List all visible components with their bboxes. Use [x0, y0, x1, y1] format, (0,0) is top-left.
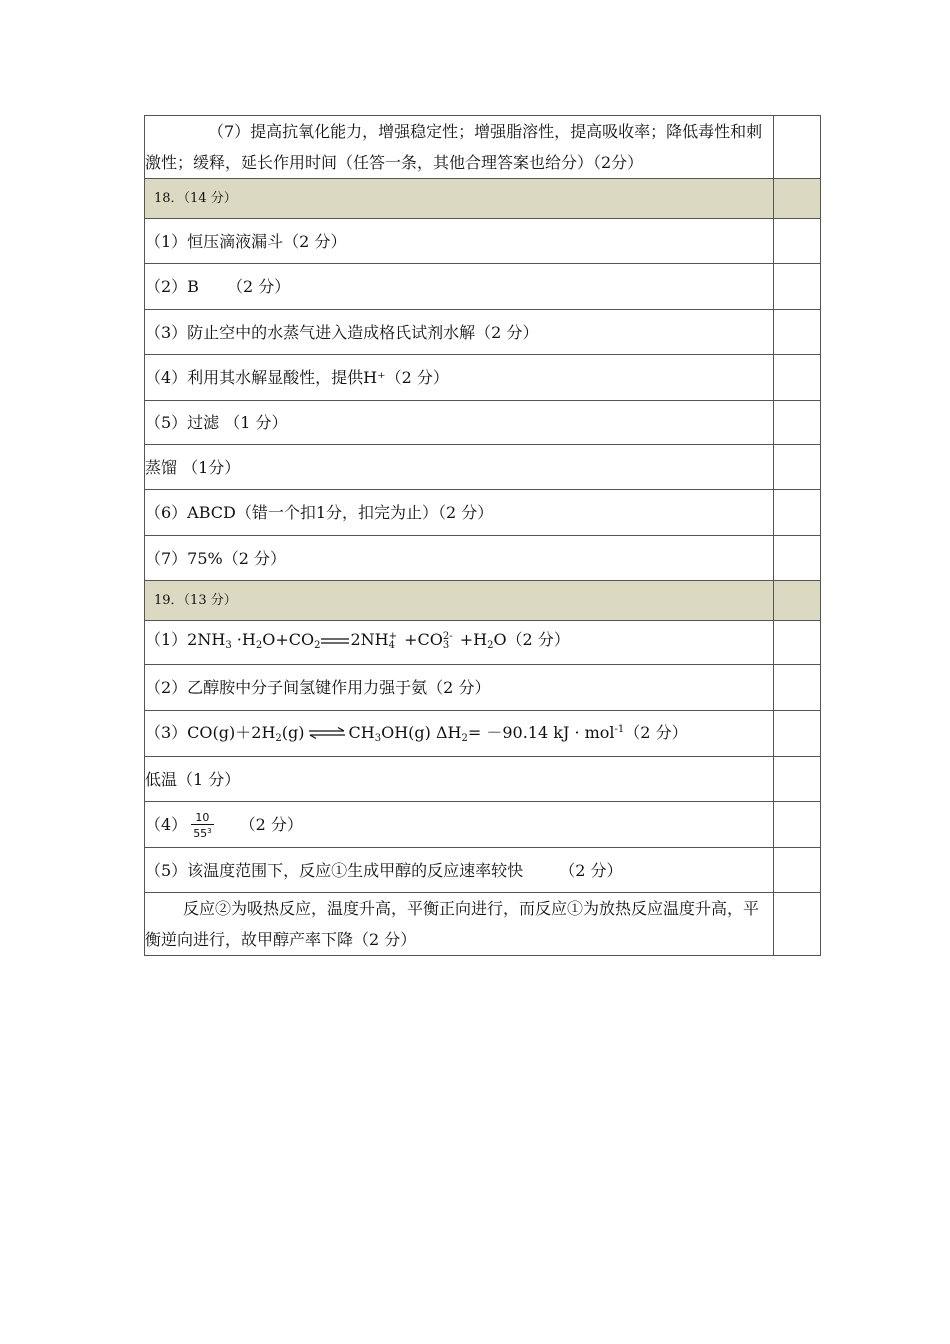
- subscript: 2: [314, 640, 321, 651]
- table-row: [145, 536, 821, 581]
- score-cell: [774, 581, 821, 621]
- answer-18-3: （3）防止空中的水蒸气进入造成格氏试剂水解（2 分）: [145, 310, 774, 355]
- subscript: 4: [388, 639, 395, 651]
- answer-19-5: [145, 848, 774, 893]
- score-cell: [774, 264, 821, 310]
- answer-18-4: （4）利用其水解显酸性，提供H⁺（2 分）: [145, 355, 774, 401]
- text-segment: （4）: [145, 815, 188, 834]
- score-cell: [774, 893, 821, 956]
- table-row: [145, 219, 821, 264]
- superscript: -1: [614, 723, 625, 735]
- superscript: +: [388, 630, 397, 642]
- score-cell: [774, 757, 821, 802]
- text-segment: （1）2NH: [145, 630, 226, 649]
- subscript: 3: [225, 640, 232, 651]
- answer-19-2: （2）乙醇胺中分子间氢键作用力强于氨（2 分）: [145, 665, 774, 711]
- score-cell: [774, 310, 821, 355]
- score-cell: [774, 179, 821, 219]
- score-cell: [774, 621, 821, 665]
- superscript: 3: [207, 826, 212, 835]
- question-18-header: 18．（14 分）: [145, 179, 774, 219]
- answer-table: [144, 115, 821, 956]
- score-cell: [774, 490, 821, 536]
- answer-18-5: （5）过滤 （1 分）: [145, 401, 774, 445]
- score-cell: [774, 848, 821, 893]
- text-segment: （3）CO(g)＋2H: [145, 722, 276, 742]
- fraction-numerator: 10: [191, 812, 213, 825]
- text-segment: CH: [348, 722, 375, 742]
- text-segment: （2 分）: [559, 860, 623, 880]
- table-row: [145, 711, 821, 757]
- score-cell: [774, 802, 821, 848]
- table-row: [145, 401, 821, 445]
- answer-19-4: [145, 802, 774, 848]
- text-segment: （2 分）: [239, 815, 303, 834]
- answer-18-6: （6）ABCD（错一个扣1分，扣完为止）（2 分）: [145, 490, 774, 536]
- text-segment: ·H: [231, 630, 256, 649]
- score-cell: [774, 116, 821, 179]
- table-row: [145, 310, 821, 355]
- text-segment: O（2 分）: [493, 630, 570, 649]
- subscript: 3: [374, 732, 382, 744]
- question-header-row: [145, 581, 821, 621]
- table-row: [145, 848, 821, 893]
- score-cell: [774, 665, 821, 711]
- table-row: [145, 490, 821, 536]
- fraction: [191, 812, 213, 840]
- table-row: [145, 116, 821, 179]
- reversible-arrow-icon: [307, 727, 347, 739]
- answer-18-2-score: （2 分）: [226, 277, 291, 296]
- fraction-denominator: [191, 825, 213, 840]
- score-cell: [774, 355, 821, 401]
- ion-charge: [389, 632, 397, 650]
- ion-charge: [443, 632, 453, 650]
- equals-sign-icon: [320, 637, 350, 645]
- subscript: 3: [442, 639, 450, 651]
- table-row: [145, 802, 821, 848]
- answer-19-3: [145, 711, 774, 757]
- score-cell: [774, 401, 821, 445]
- text-segment: +H: [454, 630, 488, 649]
- text-segment: = －90.14 kJ · mol: [467, 722, 615, 742]
- table-row: [145, 621, 821, 665]
- answer-19-1: [145, 621, 774, 665]
- text-segment: (g): [281, 722, 305, 742]
- question-19-header: 19．（13 分）: [145, 581, 774, 621]
- score-cell: [774, 536, 821, 581]
- score-cell: [774, 445, 821, 490]
- text-segment: 55: [193, 826, 208, 840]
- table-row: [145, 665, 821, 711]
- table-row: [145, 355, 821, 401]
- table-row: [145, 445, 821, 490]
- question-header-row: [145, 179, 821, 219]
- answer-18-2-text: （2）B: [145, 277, 199, 296]
- answer-17-7: （7）提高抗氧化能力，增强稳定性；增强脂溶性，提高吸收率；降低毒性和刺激性；缓释，延长作用时间（任答一条，其他合理答案也给分）（2分）: [145, 116, 774, 179]
- text-segment: +CO: [399, 630, 443, 649]
- answer-18-7: （7）75%（2 分）: [145, 536, 774, 581]
- answer-18-2: [145, 264, 774, 310]
- subscript: 2: [275, 732, 282, 744]
- subscript: 2: [487, 640, 494, 651]
- table-row: [145, 893, 821, 956]
- text-segment: O+CO: [262, 630, 315, 649]
- answer-18-1: （1）恒压滴液漏斗（2 分）: [145, 219, 774, 264]
- text-segment: （5）该温度范围下，反应①生成甲醇的反应速率较快: [145, 860, 524, 880]
- superscript: 2-: [442, 630, 453, 642]
- subscript: 2: [255, 640, 263, 651]
- table-row: [145, 757, 821, 802]
- text-segment: OH(g) ΔH: [381, 722, 462, 742]
- text-segment: 2NH: [350, 630, 389, 649]
- answer-19-5b: 反应②为吸热反应，温度升高，平衡正向进行，而反应①为放热反应温度升高，平衡逆向进行，故甲醇产率下降（2 分）: [145, 893, 774, 956]
- score-cell: [774, 711, 821, 757]
- score-cell: [774, 219, 821, 264]
- text-segment: （2 分）: [624, 722, 688, 742]
- answer-19-3b: 低温（1 分）: [145, 757, 774, 802]
- answer-18-5b: 蒸馏 （1分）: [145, 445, 774, 490]
- subscript: 2: [461, 732, 468, 744]
- table-row: [145, 264, 821, 310]
